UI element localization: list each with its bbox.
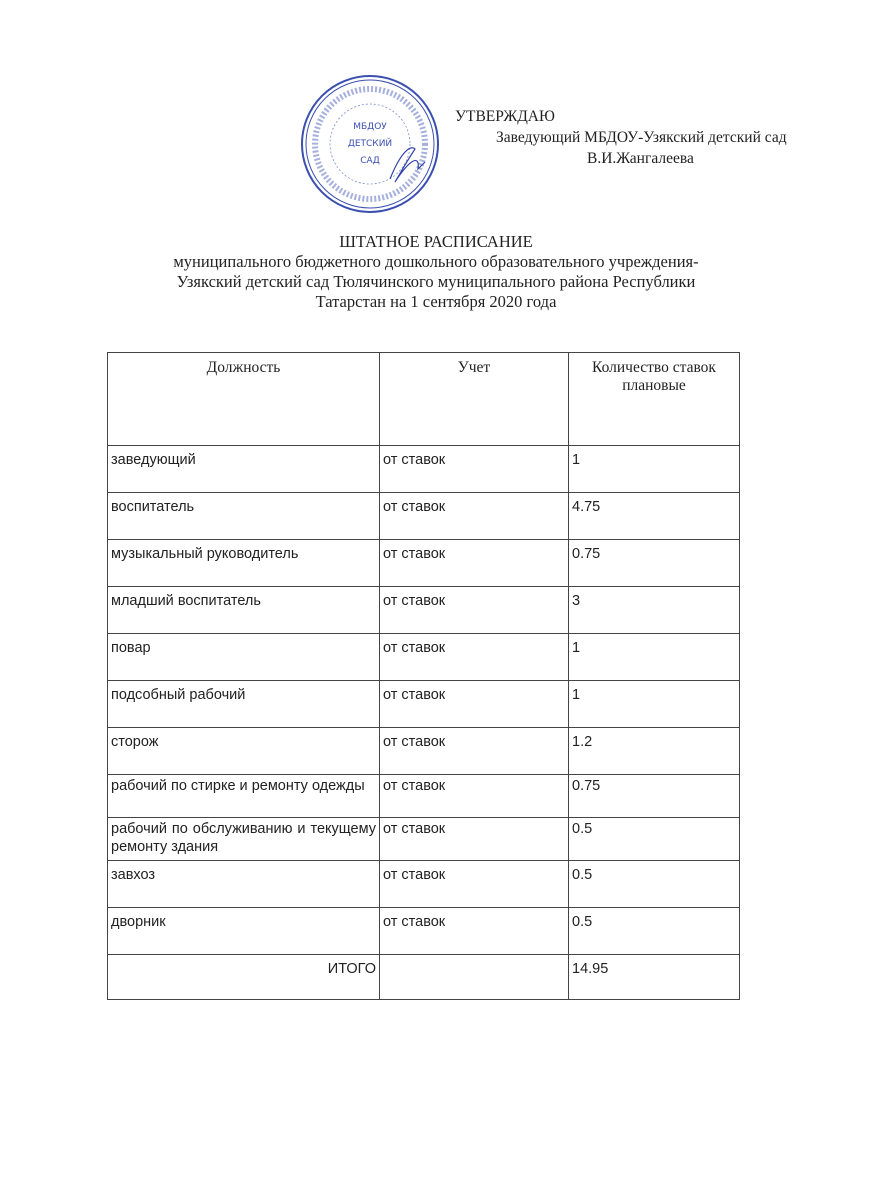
cell-position: воспитатель [108,493,380,540]
cell-position: дворник [108,908,380,955]
cell-rate: 1 [569,446,740,493]
table-row [108,861,740,908]
table-header [108,353,740,446]
staff-table [107,352,740,1000]
table-row [108,493,740,540]
table-row [108,540,740,587]
cell-position: рабочий по обслуживанию и текущему ремонту здания [108,818,380,861]
header-rates: Количество ставок плановые [569,353,740,446]
table-row [108,818,740,861]
cell-rate: 0.75 [569,540,740,587]
cell-accounting: от ставок [380,728,569,775]
cell-rate: 1 [569,681,740,728]
cell-accounting: от ставок [380,861,569,908]
cell-position: младший воспитатель [108,587,380,634]
cell-position: сторож [108,728,380,775]
title-line: ШТАТНОЕ РАСПИСАНИЕ [339,232,533,251]
cell-accounting: от ставок [380,587,569,634]
cell-accounting: от ставок [380,775,569,818]
document-title [0,232,872,312]
cell-rate: 0.5 [569,818,740,861]
cell-position: подсобный рабочий [108,681,380,728]
cell-position: музыкальный руководитель [108,540,380,587]
cell-accounting: от ставок [380,540,569,587]
table-row [108,681,740,728]
cell-position: повар [108,634,380,681]
cell-accounting: от ставок [380,446,569,493]
title-line: Татарстан на 1 сентября 2020 года [315,292,557,311]
cell-position: завхоз [108,861,380,908]
cell-accounting: от ставок [380,634,569,681]
cell-rate: 0.75 [569,775,740,818]
title-line: Узякский детский сад Тюлячинского муниципального района Республики [176,272,696,291]
cell-rate: 4.75 [569,493,740,540]
svg-text:ДЕТСКИЙ: ДЕТСКИЙ [347,139,393,149]
total-value: 14.95 [569,955,740,1000]
approver-name: В.И.Жангалеева [587,150,694,167]
total-row [108,955,740,1000]
cell-accounting: от ставок [380,818,569,861]
total-label: ИТОГО [108,955,380,1000]
header-position: Должность [108,353,380,446]
table-row [108,446,740,493]
cell-position: заведующий [108,446,380,493]
cell-rate: 1 [569,634,740,681]
cell-rate: 0.5 [569,861,740,908]
cell-rate: 1.2 [569,728,740,775]
total-empty [380,955,569,1000]
title-line: муниципального бюджетного дошкольного образовательного учреждения- [173,252,699,271]
table-row [108,728,740,775]
official-seal-stamp [300,74,440,214]
svg-text:МБДОУ: МБДОУ [353,122,387,132]
cell-position: рабочий по стирке и ремонту одежды [108,775,380,818]
header-accounting: Учет [380,353,569,446]
approver-position: Заведующий МБДОУ-Узякский детский сад [496,129,787,146]
cell-accounting: от ставок [380,908,569,955]
table-row [108,587,740,634]
cell-rate: 0.5 [569,908,740,955]
table-row [108,634,740,681]
cell-accounting: от ставок [380,681,569,728]
svg-text:САД: САД [360,156,380,166]
approve-label: УТВЕРЖДАЮ [455,108,555,125]
table-row [108,908,740,955]
table-row [108,775,740,818]
cell-rate: 3 [569,587,740,634]
cell-accounting: от ставок [380,493,569,540]
